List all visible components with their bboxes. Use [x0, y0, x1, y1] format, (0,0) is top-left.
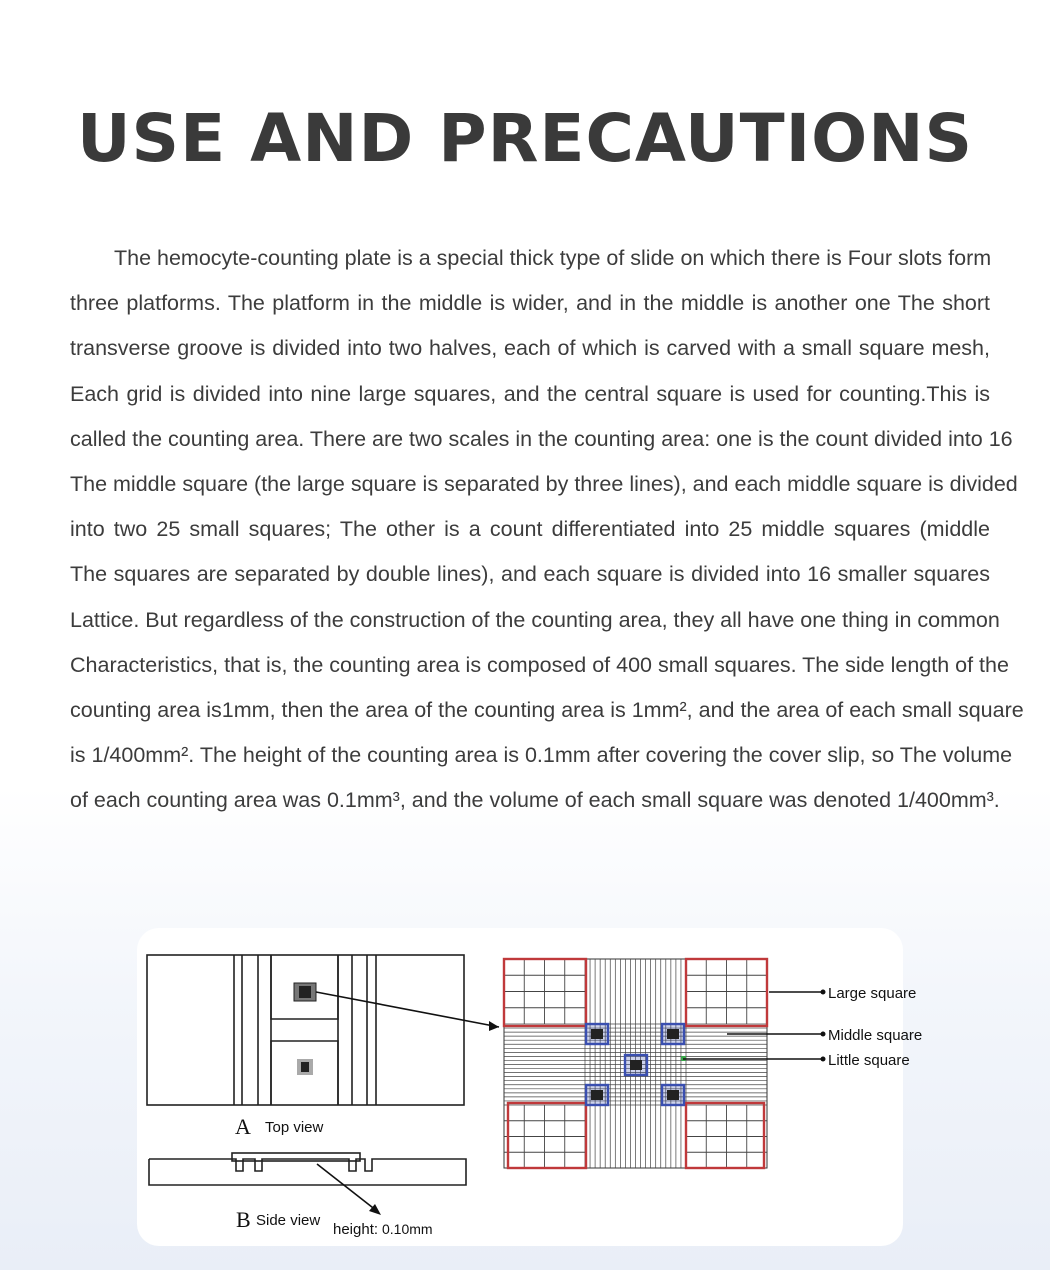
legend-dot: [821, 1032, 826, 1037]
body-paragraph: [70, 236, 1024, 824]
side-view-label: Side view: [256, 1212, 321, 1229]
page-title: USE AND PRECAUTIONS: [76, 100, 974, 177]
paragraph-line: Lattice. But regardless of the construction of the counting area, they all have one thing in common: [70, 607, 1000, 632]
middle-square-fill: [591, 1029, 603, 1039]
legend-large-square: Large square: [828, 985, 917, 1002]
top-view-letter: A: [235, 1114, 251, 1139]
paragraph-line: Each grid is divided into nine large squares, and the central square is used for counting.This is: [70, 381, 990, 406]
top-view-grid-marks: [294, 983, 316, 1075]
height-label: height:: [333, 1221, 379, 1238]
side-view-drawing: [149, 1153, 466, 1185]
top-view-drawing: [147, 955, 464, 1105]
hemocytometer-figure: [137, 928, 923, 1246]
top-view-label: Top view: [265, 1119, 324, 1136]
counting-grid: [504, 959, 767, 1168]
hemocytometer-diagram: [137, 928, 923, 1246]
paragraph-line: into two 25 small squares; The other is a count differentiated into 25 middle squares (middle: [70, 517, 990, 542]
legend-little-square: Little square: [828, 1052, 910, 1069]
middle-square-fill: [667, 1090, 679, 1100]
side-view-letter: B: [236, 1207, 251, 1232]
paragraph-line: The middle square (the large square is separated by three lines), and each middle square is divided: [70, 472, 1018, 497]
paragraph-line: is 1/400mm². The height of the counting area is 0.1mm after covering the cover slip, so The volume: [70, 743, 1013, 768]
paragraph-line: counting area is1mm, then the area of the counting area is 1mm², and the area of each small square: [70, 698, 1024, 723]
paragraph-line: of each counting area was 0.1mm³, and the volume of each small square was denoted 1/400mm³.: [70, 788, 1000, 813]
middle-square-fill: [591, 1090, 603, 1100]
legend-dot: [821, 990, 826, 995]
middle-square-fill: [667, 1029, 679, 1039]
paragraph-line: The hemocyte-counting plate is a special thick type of slide on which there is Four slots form: [114, 246, 992, 270]
middle-square-fill: [630, 1060, 642, 1070]
legend-dot: [821, 1057, 826, 1062]
legend-middle-square: Middle square: [828, 1027, 923, 1044]
paragraph-line: three platforms. The platform in the middle is wider, and in the middle is another one The short: [70, 291, 990, 316]
paragraph-line: called the counting area. There are two scales in the counting area: one is the count divided into 16: [70, 426, 1013, 451]
paragraph-line: The squares are separated by double lines), and each square is divided into 16 smaller squares: [70, 562, 990, 587]
height-value: 0.10mm: [382, 1221, 433, 1237]
paragraph-line: Characteristics, that is, the counting area is composed of 400 small squares. The side length of the: [70, 652, 1009, 677]
pointer-line: [316, 992, 499, 1027]
paragraph-line: transverse groove is divided into two halves, each of which is carved with a small square mesh,: [70, 336, 990, 361]
